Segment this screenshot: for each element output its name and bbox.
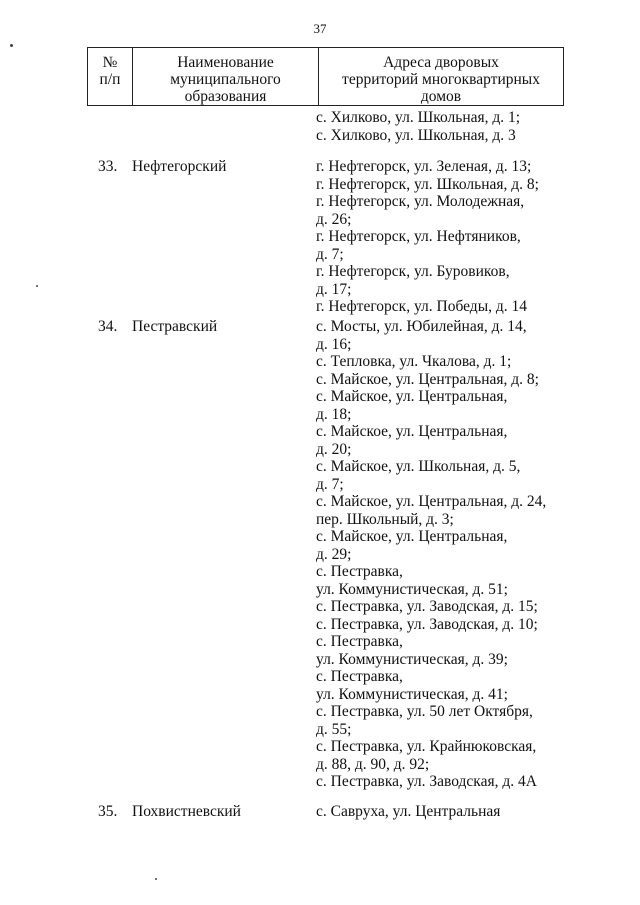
- address-line: с. Хилково, ул. Школьная, д. 1;: [316, 109, 521, 126]
- header-address-cell: [319, 48, 564, 106]
- address-line: д. 88, д. 90, д. 92;: [316, 755, 430, 773]
- address-line: с. Майское, ул. Центральная, д. 8;: [316, 370, 539, 388]
- address-line: с. Пестравка, ул. Заводская, д. 15;: [316, 598, 538, 615]
- address-line: д. 55;: [316, 720, 352, 738]
- header-name-line: образования: [184, 88, 267, 105]
- header-address-line: Адреса дворовых: [383, 54, 499, 71]
- entry-number: 34.: [98, 318, 118, 335]
- address-line: с. Пестравка, ул. 50 лет Октября,: [316, 703, 533, 720]
- scan-speck: [155, 878, 157, 880]
- address-list: [316, 318, 616, 791]
- scan-speck: [36, 285, 38, 287]
- address-line: с. Тепловка, ул. Чкалова, д. 1;: [316, 353, 512, 370]
- address-line: ул. Коммунистическая, д. 39;: [316, 650, 508, 668]
- entry-number: 35.: [98, 803, 118, 820]
- address-line: ул. Коммунистическая, д. 51;: [316, 580, 508, 598]
- address-line: с. Майское, ул. Центральная,: [316, 528, 508, 545]
- address-line: д. 7;: [316, 475, 344, 493]
- address-line: с. Майское, ул. Центральная, д. 24,: [316, 493, 547, 510]
- scan-speck: [10, 44, 13, 47]
- address-line: с. Пестравка,: [316, 633, 403, 650]
- address-line: с. Мосты, ул. Юбилейная, д. 14,: [316, 318, 527, 335]
- header-name-line: Наименование: [177, 54, 274, 71]
- municipality-name: Нефтегорский: [132, 158, 227, 175]
- header-address-line: домов: [420, 88, 462, 105]
- address-line: д. 18;: [316, 405, 352, 423]
- header-name-line: муниципального: [170, 71, 281, 88]
- address-line: с. Майское, ул. Школьная, д. 5,: [316, 458, 521, 475]
- header-address-line: территорий многоквартирных: [342, 71, 540, 88]
- municipality-name: Пестравский: [132, 318, 218, 335]
- address-line: г. Нефтегорск, ул. Победы, д. 14: [316, 298, 527, 315]
- municipality-name: Похвистневский: [132, 803, 241, 820]
- address-line: с. Майское, ул. Центральная,: [316, 388, 508, 405]
- address-line: д. 29;: [316, 545, 352, 563]
- header-name-cell: [133, 48, 319, 106]
- address-line: пер. Школьный, д. 3;: [316, 510, 454, 528]
- address-line: д. 7;: [316, 245, 344, 263]
- address-line: ул. Коммунистическая, д. 41;: [316, 685, 508, 703]
- header-number-line: №: [102, 54, 118, 71]
- table-header: [87, 47, 564, 106]
- address-line: д. 26;: [316, 210, 352, 228]
- continuation-addresses: [316, 109, 520, 144]
- header-number-line: п/п: [99, 71, 121, 88]
- address-line: д. 17;: [316, 280, 352, 298]
- address-line: с. Майское, ул. Центральная,: [316, 423, 508, 440]
- address-line: г. Нефтегорск, ул. Зеленая, д. 13;: [316, 158, 532, 175]
- header-number-cell: [88, 48, 133, 106]
- address-list: [316, 158, 616, 316]
- address-line: г. Нефтегорск, ул. Нефтяников,: [316, 228, 521, 245]
- address-line: г. Нефтегорск, ул. Буровиков,: [316, 263, 510, 280]
- address-line: г. Нефтегорск, ул. Молодежная,: [316, 193, 525, 210]
- address-list: [316, 803, 616, 821]
- address-line: г. Нефтегорск, ул. Школьная, д. 8;: [316, 175, 539, 193]
- address-line: д. 20;: [316, 440, 352, 458]
- address-line: с. Пестравка,: [316, 563, 403, 580]
- address-line: д. 16;: [316, 335, 352, 353]
- entry-number: 33.: [98, 158, 118, 175]
- page-number: 37: [313, 21, 327, 36]
- address-line: с. Пестравка, ул. Крайнюковская,: [316, 738, 537, 755]
- address-line: с. Пестравка, ул. Заводская, д. 10;: [316, 615, 538, 633]
- address-line: с. Пестравка,: [316, 668, 403, 685]
- address-line: с. Пестравка, ул. Заводская, д. 4А: [316, 773, 537, 790]
- address-line: с. Хилково, ул. Школьная, д. 3: [316, 126, 516, 144]
- address-line: с. Савруха, ул. Центральная: [316, 803, 501, 820]
